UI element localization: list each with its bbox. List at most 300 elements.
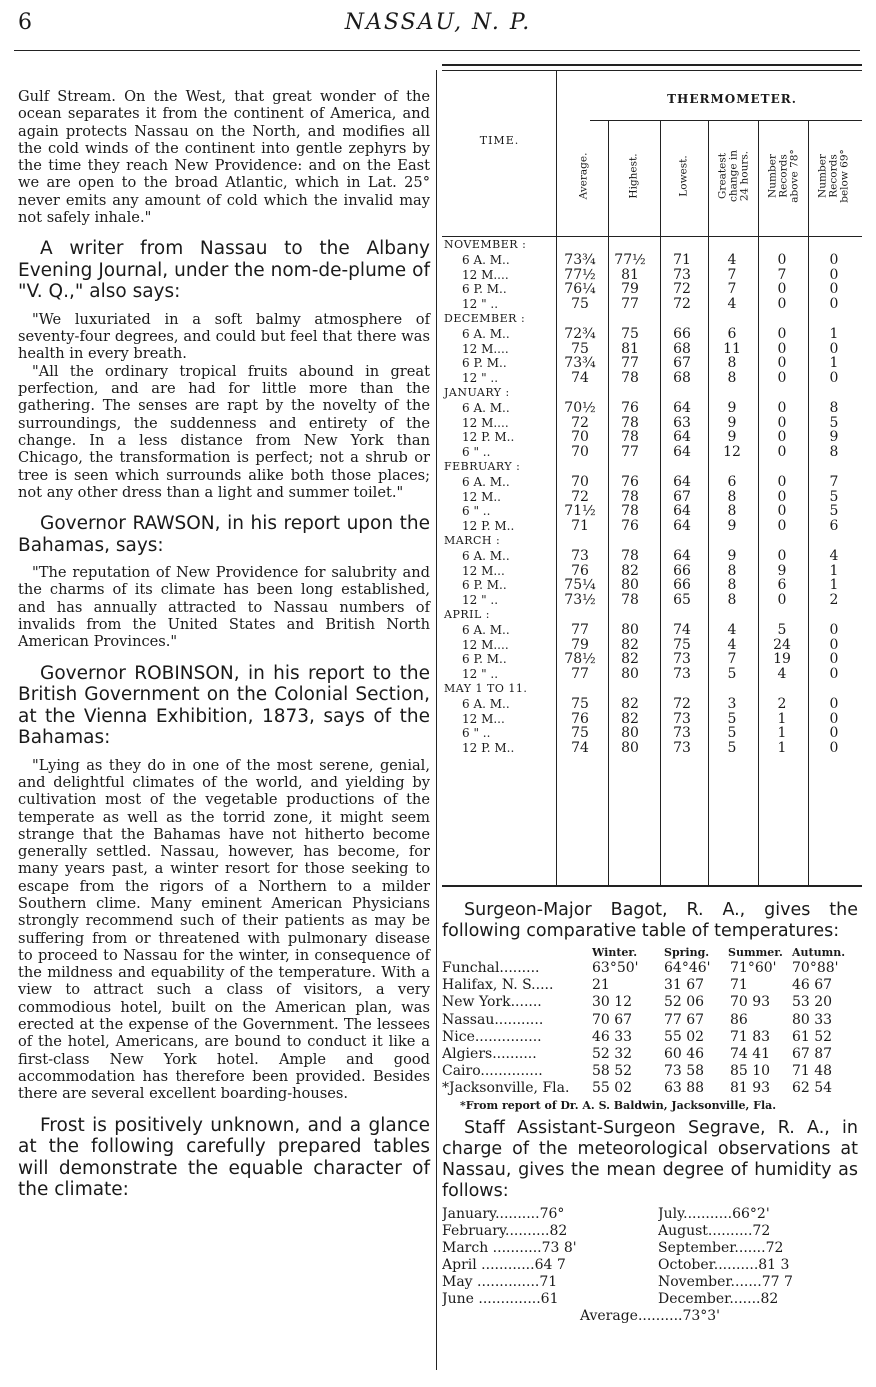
value-cell: 77½ <box>614 251 646 268</box>
month-row <box>442 238 862 253</box>
time-cell: 12 M... <box>462 711 505 726</box>
header-autumn: Autumn. <box>792 946 846 959</box>
value-cell: 75 <box>673 636 691 653</box>
value-cell: 4 <box>727 251 737 268</box>
time-cell: 6 A. M.. <box>462 252 510 267</box>
temp-cell: 63 88 <box>664 1080 705 1097</box>
table-row <box>442 445 862 460</box>
value-cell: 80 <box>621 621 639 638</box>
value-cell: 65 <box>673 592 691 609</box>
value-cell: 76¼ <box>564 281 596 298</box>
value-cell: 4 <box>727 636 737 653</box>
value-cell: 70 <box>571 429 589 446</box>
paragraph-governor-robinson: Governor ROBINSON, in his report to the British Government on the Colonial Section, at the Vienna Exhibition, 1873, says of the Bahamas: <box>18 662 430 749</box>
value-cell: 71 <box>571 518 589 535</box>
value-cell: 73 <box>673 710 691 727</box>
value-cell: 82 <box>621 710 639 727</box>
value-cell: 64 <box>673 473 691 490</box>
value-cell: 12 <box>723 444 741 461</box>
value-cell: 67 <box>673 488 691 505</box>
header-below-69: Number Records below 69° <box>816 149 851 203</box>
value-cell: 8 <box>727 592 737 609</box>
temp-cell: 52 06 <box>664 994 705 1011</box>
value-cell: 72 <box>673 695 691 712</box>
place-cell: Nassau........... <box>442 1011 544 1028</box>
table-row <box>442 549 862 564</box>
table-row <box>442 564 862 579</box>
time-cell: 12 M.. <box>462 489 501 504</box>
humidity-left-cell: June ..............61 <box>442 1290 559 1307</box>
value-cell: 78 <box>621 592 639 609</box>
value-cell: 0 <box>829 740 839 757</box>
value-cell: 0 <box>829 340 839 357</box>
time-cell: 12 P. M.. <box>462 741 515 756</box>
humidity-table <box>442 1206 858 1325</box>
thermometer-body <box>442 238 862 756</box>
value-cell: 0 <box>829 725 839 742</box>
value-cell: 0 <box>777 325 787 342</box>
header-winter: Winter. <box>592 946 638 959</box>
value-cell: 77½ <box>564 266 596 283</box>
value-cell: 5 <box>829 503 839 520</box>
value-cell: 0 <box>829 370 839 387</box>
comparative-header-row <box>442 946 858 960</box>
humidity-left-cell: May ..............71 <box>442 1273 558 1290</box>
value-cell: 8 <box>727 503 737 520</box>
time-cell: 6 A. M.. <box>462 622 510 637</box>
place-cell: New York....... <box>442 994 542 1011</box>
value-cell: 73¾ <box>564 251 596 268</box>
table-row <box>442 416 862 431</box>
humidity-right-cell: July...........66°2' <box>658 1205 770 1222</box>
value-cell: 8 <box>727 355 737 372</box>
value-cell: 5 <box>829 488 839 505</box>
temp-cell: 55 02 <box>592 1080 633 1097</box>
temp-cell: 81 93 <box>730 1080 771 1097</box>
temp-cell: 31 67 <box>664 977 705 994</box>
value-cell: 5 <box>777 621 787 638</box>
temp-cell: 86 <box>730 1011 748 1028</box>
month-row <box>442 386 862 401</box>
time-cell: 12 M.... <box>462 267 509 282</box>
value-cell: 70½ <box>564 399 596 416</box>
value-cell: 11 <box>723 340 741 357</box>
value-cell: 8 <box>727 488 737 505</box>
value-cell: 9 <box>727 518 737 535</box>
value-cell: 1 <box>777 710 787 727</box>
temp-cell: 62 54 <box>792 1080 833 1097</box>
humidity-row <box>442 1206 858 1223</box>
comparative-row <box>442 960 858 977</box>
value-cell: 79 <box>621 281 639 298</box>
month-label: MAY 1 TO 11. <box>444 681 528 695</box>
place-cell: Algiers.......... <box>442 1045 537 1062</box>
value-cell: 4 <box>727 296 737 313</box>
value-cell: 74 <box>571 740 589 757</box>
temp-cell: 60 46 <box>664 1045 705 1062</box>
value-cell: 78½ <box>564 651 596 668</box>
time-cell: 6 P. M.. <box>462 282 507 297</box>
running-title: NASSAU, N. P. <box>344 10 532 35</box>
value-cell: 9 <box>727 414 737 431</box>
value-cell: 1 <box>777 740 787 757</box>
table-row <box>442 401 862 416</box>
value-cell: 71 <box>673 251 691 268</box>
time-cell: 6 P. M.. <box>462 578 507 593</box>
table-row <box>442 519 862 534</box>
temp-cell: 67 87 <box>792 1045 833 1062</box>
value-cell: 3 <box>727 695 737 712</box>
temp-cell: 71 <box>730 977 748 994</box>
humidity-right-cell: September.......72 <box>658 1239 784 1256</box>
value-cell: 72 <box>571 414 589 431</box>
temp-cell: 70 93 <box>730 994 771 1011</box>
table-row <box>442 371 862 386</box>
temp-cell: 80 33 <box>792 1011 833 1028</box>
table-row <box>442 268 862 283</box>
table-row <box>442 593 862 608</box>
value-cell: 73 <box>673 725 691 742</box>
value-cell: 79 <box>571 636 589 653</box>
value-cell: 8 <box>727 562 737 579</box>
value-cell: 81 <box>621 340 639 357</box>
table-row <box>442 712 862 727</box>
value-cell: 76 <box>571 710 589 727</box>
value-cell: 63 <box>673 414 691 431</box>
value-cell: 0 <box>777 251 787 268</box>
value-cell: 75 <box>571 296 589 313</box>
value-cell: 0 <box>777 429 787 446</box>
place-cell: *Jacksonville, Fla. <box>442 1080 570 1097</box>
table-row <box>442 297 862 312</box>
table-top-rule <box>442 64 862 66</box>
temp-cell: 71 83 <box>730 1028 771 1045</box>
value-cell: 4 <box>829 547 839 564</box>
value-cell: 5 <box>727 725 737 742</box>
value-cell: 73 <box>673 666 691 683</box>
comparative-row <box>442 994 858 1011</box>
value-cell: 6 <box>727 473 737 490</box>
value-cell: 6 <box>727 325 737 342</box>
time-cell: 6 " .. <box>462 445 491 460</box>
value-cell: 0 <box>777 503 787 520</box>
value-cell: 71½ <box>564 503 596 520</box>
value-cell: 7 <box>777 266 787 283</box>
value-cell: 2 <box>829 592 839 609</box>
month-row <box>442 312 862 327</box>
time-cell: 12 M... <box>462 563 505 578</box>
table-row <box>442 253 862 268</box>
header-summer: Summer. <box>728 946 783 959</box>
time-cell: 12 M.... <box>462 637 509 652</box>
value-cell: 81 <box>621 266 639 283</box>
temp-cell: 73 58 <box>664 1063 705 1080</box>
value-cell: 0 <box>777 414 787 431</box>
time-cell: 12 " .. <box>462 371 499 386</box>
table-row <box>442 475 862 490</box>
value-cell: 66 <box>673 577 691 594</box>
value-cell: 74 <box>571 370 589 387</box>
value-cell: 5 <box>727 710 737 727</box>
table-row <box>442 356 862 371</box>
humidity-left-cell: January..........76° <box>442 1205 565 1222</box>
temp-cell: 61 52 <box>792 1028 833 1045</box>
value-cell: 80 <box>621 740 639 757</box>
humidity-right-cell: November.......77 7 <box>658 1273 793 1290</box>
value-cell: 75 <box>621 325 639 342</box>
temp-cell: 55 02 <box>664 1028 705 1045</box>
time-cell: 12 M.... <box>462 415 509 430</box>
value-cell: 7 <box>727 651 737 668</box>
paragraph-albany-journal: A writer from Nassau to the Albany Evening Journal, under the nom-de-plume of "V. Q.," also says: <box>18 238 430 303</box>
value-cell: 6 <box>829 518 839 535</box>
value-cell: 78 <box>621 503 639 520</box>
place-cell: Funchal......... <box>442 960 540 976</box>
value-cell: 0 <box>829 666 839 683</box>
value-cell: 0 <box>829 636 839 653</box>
value-cell: 4 <box>777 666 787 683</box>
value-cell: 78 <box>621 429 639 446</box>
time-cell: 6 P. M.. <box>462 652 507 667</box>
table-bottom-rule <box>442 885 862 887</box>
value-cell: 9 <box>829 429 839 446</box>
table-top-rule-2 <box>442 70 862 71</box>
table-row <box>442 342 862 357</box>
value-cell: 5 <box>727 740 737 757</box>
value-cell: 0 <box>829 281 839 298</box>
temp-cell: 46 33 <box>592 1028 633 1045</box>
time-cell: 12 M.... <box>462 341 509 356</box>
paragraph-frost: Frost is positively unknown, and a glance at the following carefully prepared tables will demonstrate the equable character of the climate: <box>18 1114 430 1201</box>
value-cell: 0 <box>777 592 787 609</box>
comparative-row <box>442 1063 858 1080</box>
time-cell: 12 P. M.. <box>462 430 515 445</box>
place-cell: Nice............... <box>442 1028 542 1045</box>
humidity-row <box>442 1240 858 1257</box>
value-cell: 64 <box>673 503 691 520</box>
thermometer-table <box>442 64 862 887</box>
temp-cell: 30 12 <box>592 994 633 1011</box>
humidity-row <box>442 1223 858 1240</box>
value-cell: 78 <box>621 370 639 387</box>
value-cell: 72 <box>571 488 589 505</box>
value-cell: 66 <box>673 562 691 579</box>
humidity-row <box>442 1274 858 1291</box>
time-cell: 6 " .. <box>462 726 491 741</box>
quote-rawson: "The reputation of New Providence for salubrity and the charms of its climate has been long established, and has annually attracted to Nassau numbers of invalids from the United States and British North American Provinces." <box>18 564 430 651</box>
value-cell: 73¾ <box>564 355 596 372</box>
value-cell: 7 <box>727 266 737 283</box>
paragraph-governor-rawson: Governor RAWSON, in his report upon the Bahamas, says: <box>18 513 430 556</box>
value-cell: 64 <box>673 518 691 535</box>
column-divider <box>436 70 437 1370</box>
time-cell: 6 A. M.. <box>462 400 510 415</box>
humidity-row <box>442 1291 858 1308</box>
temp-cell: 85 10 <box>730 1063 771 1080</box>
value-cell: 0 <box>829 296 839 313</box>
value-cell: 9 <box>727 547 737 564</box>
comparative-row <box>442 1080 858 1097</box>
value-cell: 70 <box>571 444 589 461</box>
paragraph-gulf-stream: Gulf Stream. On the West, that great wonder of the ocean separates it from the continent of America, and again protects Nassau on the North, and modifies all the cold winds of the continent into gentle zephyrs by the time they reach New Providence: and on the East we are open to the broad Atlantic, which in Lat. 25° never emits any amount of cold which the invalid may not safely inhale." <box>18 88 430 227</box>
humidity-row <box>442 1257 858 1274</box>
table-row <box>442 652 862 667</box>
time-cell: 6 " .. <box>462 504 491 519</box>
time-cell: 12 " .. <box>462 593 499 608</box>
place-cell: Halifax, N. S..... <box>442 977 554 994</box>
value-cell: 0 <box>829 621 839 638</box>
header-rule <box>14 50 860 51</box>
value-cell: 8 <box>727 370 737 387</box>
time-cell: 12 " .. <box>462 297 499 312</box>
value-cell: 73 <box>673 651 691 668</box>
value-cell: 0 <box>777 355 787 372</box>
temp-cell: 77 67 <box>664 1011 705 1028</box>
quote-robinson: "Lying as they do in one of the most serene, genial, and delightful climates of the world, and yielding by cultivation most of the vegetable productions of the temperate as well as the torrid zone, it might seem strange that the Bahamas have not hitherto become generally settled. Nassau, however, has become, for many years past, a winter resort for those seeking to escape from the rigors of a Northern to a milder Southern clime. Many eminent American Physicians strongly recommend such of their patients as may be suffering from or threatened with pulmonary disease to proceed to Nassau for the winter, in consequence of the mildness and equability of the temperature. With a view to attract such a class of visitors, a very commodious hotel, built on the American plan, was erected at the expense of the Government. The lessees of the hotel, Americans, are bound to conduct it like a first-class New York hotel. Ample and good accommodation has therefore been provided. Besides there are several excellent boarding-houses. <box>18 756 430 1103</box>
value-cell: 75 <box>571 725 589 742</box>
time-cell: 12 P. M.. <box>462 519 515 534</box>
value-cell: 64 <box>673 547 691 564</box>
value-cell: 78 <box>621 414 639 431</box>
time-cell: 6 A. M.. <box>462 696 510 711</box>
value-cell: 0 <box>777 518 787 535</box>
value-cell: 80 <box>621 725 639 742</box>
value-cell: 8 <box>829 444 839 461</box>
header-spring: Spring. <box>664 946 710 959</box>
value-cell: 24 <box>773 636 791 653</box>
quote-tropical-fruits: "All the ordinary tropical fruits abound in great perfection, and are had for little more than the gathering. The senses are rapt by the novelty of the surroundings, the suddenness and entirety of the change. In a less distance from New York than Chicago, the transformation is perfect; not a shrub or tree is seen which surrounds alike both those places; not any other dress than a light and summer toilet." <box>18 362 430 501</box>
time-cell: 6 A. M.. <box>462 474 510 489</box>
quote-balmy-atmosphere: "We luxuriated in a soft balmy atmosphere of seventy-four degrees, and could but feel that there was health in every breath. <box>18 310 430 363</box>
table-row <box>442 490 862 505</box>
value-cell: 77 <box>621 296 639 313</box>
temp-cell: 21 <box>592 977 610 994</box>
value-cell: 73 <box>673 266 691 283</box>
month-label: DECEMBER : <box>444 311 526 325</box>
humidity-right-cell: August..........72 <box>658 1222 771 1239</box>
comparative-row <box>442 977 858 994</box>
table-row <box>442 638 862 653</box>
value-cell: 1 <box>829 562 839 579</box>
value-cell: 68 <box>673 370 691 387</box>
comparative-footnote: *From report of Dr. A. S. Baldwin, Jacksonville, Fla. <box>460 1098 777 1112</box>
table-row <box>442 430 862 445</box>
value-cell: 0 <box>777 473 787 490</box>
header-highest: Highest. <box>627 153 640 199</box>
table-row <box>442 741 862 756</box>
paragraph-segrave: Staff Assistant-Surgeon Segrave, R. A., in charge of the meteorological observations at Nassau, gives the mean degree of humidity as follows: <box>442 1117 858 1201</box>
value-cell: 67 <box>673 355 691 372</box>
humidity-left-cell: April ............64 7 <box>442 1256 566 1273</box>
value-cell: 72¾ <box>564 325 596 342</box>
table-row <box>442 623 862 638</box>
value-cell: 80 <box>621 577 639 594</box>
value-cell: 77 <box>621 444 639 461</box>
header-greatest-change: Greatest change in 24 hours. <box>716 149 751 203</box>
value-cell: 78 <box>621 488 639 505</box>
month-row <box>442 682 862 697</box>
value-cell: 80 <box>621 666 639 683</box>
value-cell: 2 <box>777 695 787 712</box>
value-cell: 75¼ <box>564 577 596 594</box>
value-cell: 0 <box>777 399 787 416</box>
value-cell: 78 <box>621 547 639 564</box>
temp-cell: 71°60' <box>730 960 777 976</box>
thermometer-title: THERMOMETER. <box>667 92 797 106</box>
month-row <box>442 460 862 475</box>
time-cell: 6 P. M.. <box>462 356 507 371</box>
value-cell: 82 <box>621 651 639 668</box>
value-cell: 76 <box>621 518 639 535</box>
value-cell: 1 <box>829 355 839 372</box>
value-cell: 77 <box>571 621 589 638</box>
temp-cell: 52 32 <box>592 1045 633 1062</box>
humidity-right-cell: October..........81 3 <box>658 1256 790 1273</box>
value-cell: 4 <box>727 621 737 638</box>
value-cell: 9 <box>727 399 737 416</box>
value-cell: 76 <box>621 399 639 416</box>
value-cell: 68 <box>673 340 691 357</box>
value-cell: 75 <box>571 695 589 712</box>
temp-cell: 53 20 <box>792 994 833 1011</box>
value-cell: 0 <box>829 710 839 727</box>
month-label: MARCH : <box>444 533 501 547</box>
value-cell: 0 <box>829 251 839 268</box>
month-label: NOVEMBER : <box>444 238 527 251</box>
value-cell: 82 <box>621 562 639 579</box>
value-cell: 0 <box>829 695 839 712</box>
value-cell: 66 <box>673 325 691 342</box>
value-cell: 1 <box>829 577 839 594</box>
value-cell: 64 <box>673 444 691 461</box>
value-cell: 73 <box>571 547 589 564</box>
time-cell: 6 A. M.. <box>462 326 510 341</box>
value-cell: 0 <box>777 281 787 298</box>
value-cell: 73 <box>673 740 691 757</box>
value-cell: 6 <box>777 577 787 594</box>
time-cell: 12 " .. <box>462 667 499 682</box>
place-cell: Cairo.............. <box>442 1063 543 1080</box>
header-average: Average. <box>577 152 590 200</box>
value-cell: 77 <box>571 666 589 683</box>
value-cell: 72 <box>673 281 691 298</box>
page-number: 6 <box>18 10 32 35</box>
temp-cell: 46 67 <box>792 977 833 994</box>
value-cell: 7 <box>727 281 737 298</box>
month-row <box>442 534 862 549</box>
value-cell: 70 <box>571 473 589 490</box>
value-cell: 64 <box>673 429 691 446</box>
value-cell: 74 <box>673 621 691 638</box>
left-column <box>18 88 430 1201</box>
table-row <box>442 327 862 342</box>
temp-cell: 74 41 <box>730 1045 771 1062</box>
value-cell: 0 <box>777 296 787 313</box>
temp-cell: 71 48 <box>792 1063 833 1080</box>
humidity-left-cell: March ...........73 8' <box>442 1239 577 1256</box>
value-cell: 73½ <box>564 592 596 609</box>
temp-cell: 58 52 <box>592 1063 633 1080</box>
humidity-right-cell: December.......82 <box>658 1290 779 1307</box>
value-cell: 7 <box>829 473 839 490</box>
temp-cell: 64°46' <box>664 960 711 976</box>
value-cell: 0 <box>777 547 787 564</box>
month-row <box>442 608 862 623</box>
value-cell: 8 <box>829 399 839 416</box>
value-cell: 0 <box>777 488 787 505</box>
right-column <box>442 900 858 1325</box>
temp-cell: 63°50' <box>592 960 639 976</box>
